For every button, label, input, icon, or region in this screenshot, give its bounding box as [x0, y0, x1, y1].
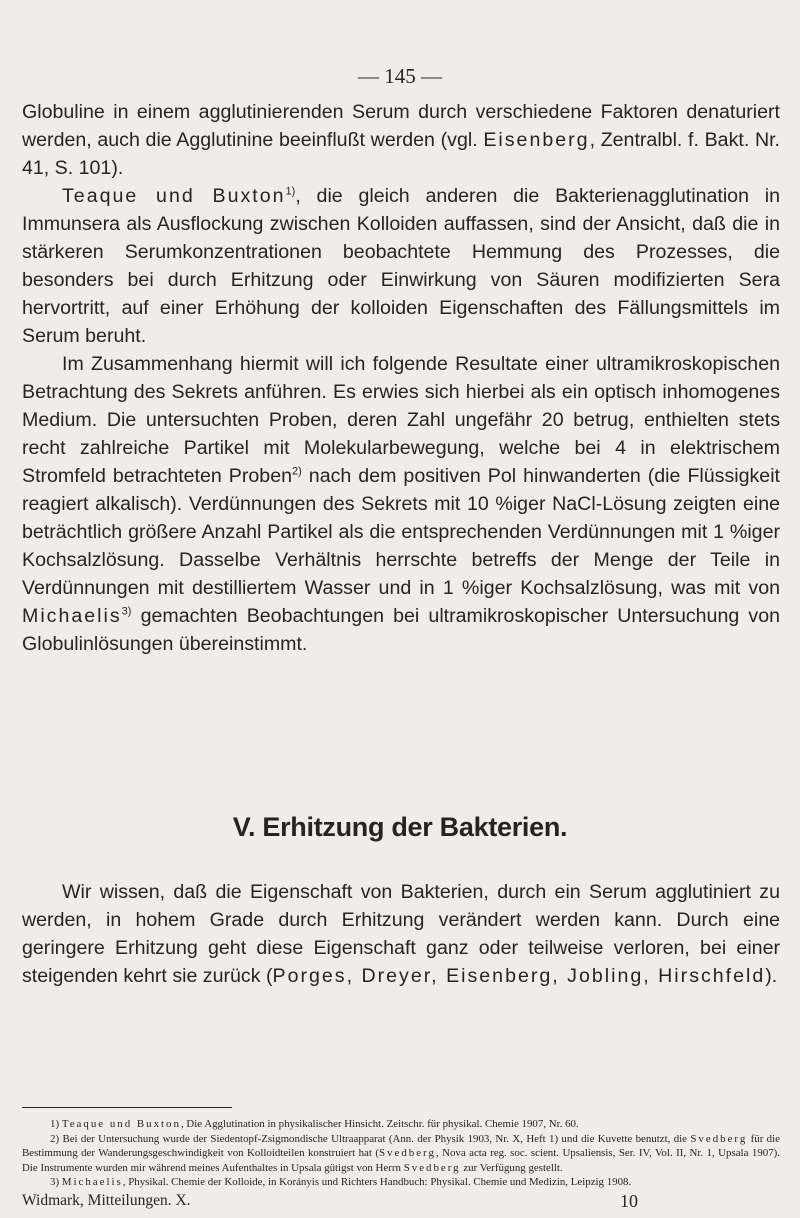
author-names: Porges, Dreyer, Eisenberg, Jobling, Hirschfeld: [272, 965, 766, 987]
author-name: Svedberg: [378, 1147, 436, 1159]
para4-text: Wir wissen, daß die Eigenschaft von Bakterien, durch ein Serum agglutiniert zu werden, in hohem Grade durch Erhitzung verändert werden kann. Durch eine geringere Erhitzung geht diese Eigenschaft ganz oder teilweise verloren, bei einer steigenden kehrt sie zurück (: [22, 881, 780, 987]
page-number: — 145 —: [358, 64, 442, 88]
footnotes: [22, 1117, 780, 1190]
footnote-2: [22, 1132, 780, 1176]
footnote-ref-1: 1): [285, 185, 296, 198]
para3-text-c: gemachten Beobachtungen bei ultramikroskopischer Untersuchung von Globulinlösungen übereinstimmt.: [22, 605, 780, 655]
para3-text-b: nach dem positiven Pol hinwanderten (die Flüssigkeit reagiert alkalisch). Verdünnungen des Sekrets mit 10 %iger NaCl-Lösung zeigten eine beträchtlich größere Anzahl Partikel als die entsprechenden Verdünnungen mit 1 %iger Kochsalzlösung. Dasselbe Verhältnis herrschte betreffs der Menge der Teile in Verdünnungen mit destilliertem Wasser und in 1 %iger Kochsalzlösung, was mit von: [22, 465, 780, 599]
section-heading: V. Erhitzung der Bakterien.: [232, 812, 568, 842]
paragraph-3: [22, 350, 780, 658]
footnote-ref-2: 2): [292, 465, 302, 478]
footnote-ref-3: 3): [121, 605, 132, 618]
author-name: Svedberg: [403, 1161, 461, 1174]
para4-end: ).: [765, 965, 778, 987]
paragraph-2: [22, 182, 780, 350]
para2-text: , die gleich anderen die Bakterienagglutination in Immunsera als Ausflockung zwischen Kolloiden auffassen, sind der Ansicht, daß die in stärkeren Serumkonzentrationen beobachtete Hemmung des Prozesses, die besonders bei durch Erhitzung oder Einwirkung von Säuren modifizierten Sera hervortritt, auf einer Erhöhung der kolloiden Eigenschaften des Fällungsmittels im Serum beruht.: [22, 185, 780, 347]
footnote-text: , Die Agglutination in physikalischer Hinsicht. Zeitschr. für physikal. Chemie 1907, Nr. 60.: [180, 1118, 579, 1130]
author-name: Michaelis: [61, 1176, 123, 1188]
author-name: Eisenberg: [483, 129, 590, 151]
footnote-text: zur Verfügung gestellt.: [460, 1161, 563, 1174]
para1-text-a: Globuline in einem agglutinierenden Serum durch verschiedene Faktoren denaturiert werden, auch die Agglutinine beeinflußt werden (vgl.: [22, 101, 780, 151]
main-text-lower: [22, 878, 780, 990]
footnote-text: , Nova acta reg. soc. scient. Upsaliensis, Ser. IV, Vol. II, Nr. 1, Upsala 1907). Die Instrumente wurden mir während meines Aufenthaltes in Upsala gütigst von Herrn: [22, 1147, 780, 1174]
footnote-text: Bei der Untersuchung wurde der Siedentopf-Zsigmondische Ultraapparat (Ann. der Physik 1903, Nr. X, Heft 1) und die Kuvette benutzt, die: [62, 1132, 691, 1145]
author-names: Teaque und Buxton: [62, 185, 286, 207]
paragraph-1: [22, 98, 780, 182]
footnote-1: [22, 1117, 780, 1132]
footnote-rule: [22, 1107, 232, 1108]
footnote-number: 2): [50, 1132, 60, 1145]
para3-text-a: Im Zusammenhang hiermit will ich folgende Resultate einer ultramikroskopischen Betrachtung des Sekrets anführen. Es erwies sich hierbei als ein optisch inhomogenes Medium. Die untersuchten Proben, deren Zahl ungefähr 20 betrug, enthielten stets recht zahlreiche Partikel mit Molekularbewegung, welche bei 4 in elektrischem Stromfeld betrachteten Proben: [22, 353, 780, 487]
footnote-number: 3): [50, 1176, 60, 1188]
signature-mark: 10: [620, 1191, 638, 1211]
main-text-upper: [22, 98, 780, 658]
footnote-text: für die Bestimmung der Wanderungsgeschwindigkeit von Kolloidteilen konstruiert hat (: [22, 1132, 780, 1159]
footnote-3: [22, 1175, 780, 1190]
paragraph-4: [22, 878, 780, 990]
author-names: Teaque und Buxton: [61, 1118, 181, 1130]
para1-text-b: , Zentralbl. f. Bakt. Nr. 41, S. 101).: [22, 129, 780, 179]
author-name: Svedberg: [690, 1132, 748, 1145]
author-name: Michaelis: [22, 605, 122, 627]
footnote-number: 1): [50, 1118, 60, 1130]
footnote-text: , Physikal. Chemie der Kolloide, in Korányis und Richters Handbuch: Physikal. Chemie und Medizin, Leipzig 1908.: [122, 1176, 632, 1188]
publication-footer: Widmark, Mitteilungen. X.: [22, 1192, 191, 1209]
